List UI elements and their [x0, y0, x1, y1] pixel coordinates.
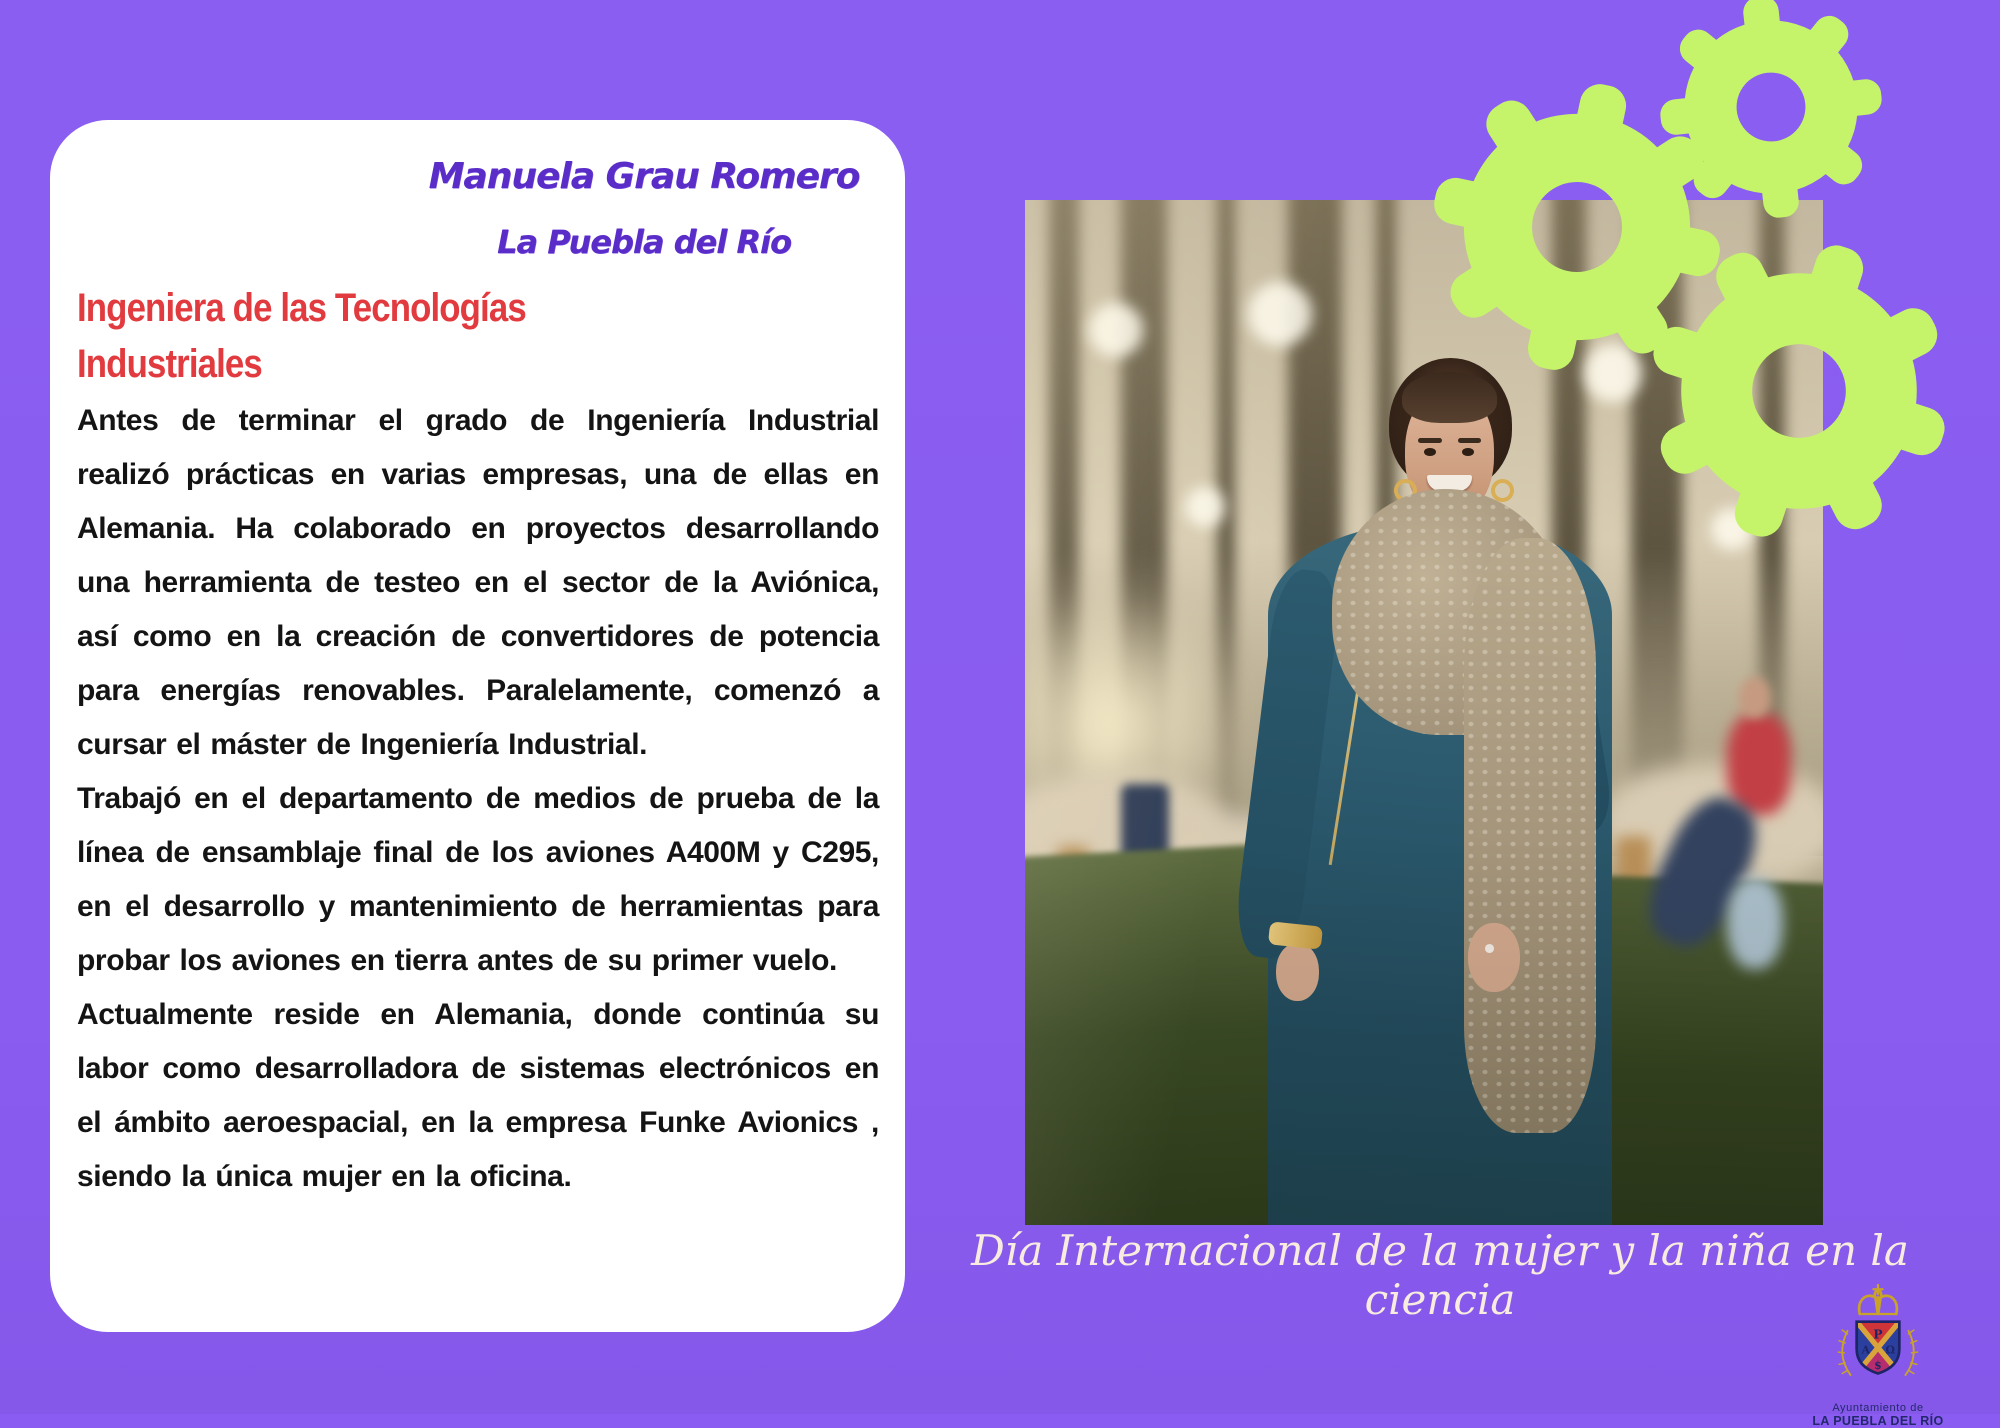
bio-paragraph: Trabajó en el departamento de medios de prueba de la línea de ensamblaje final de los aviones A400M y C295, en el desarrollo y mantenimiento de herramientas para probar los aviones en tierra antes de su primer vuelo.	[77, 782, 879, 977]
bio-text	[77, 394, 881, 1204]
shield-symbol-rho: Ρ	[1873, 1327, 1883, 1342]
logo-org-line2: LA PUEBLA DEL RÍO	[1812, 1414, 1944, 1428]
profession-title: Ingeniera de las Tecnologías Industriales	[77, 286, 526, 386]
coat-of-arms-icon	[1830, 1282, 1926, 1404]
ayuntamiento-logo	[1768, 1282, 1988, 1428]
bio-card	[50, 120, 905, 1332]
logo-org-line1: Ayuntamiento de	[1832, 1402, 1924, 1414]
title-block	[77, 144, 881, 274]
shield-symbol-dollar: $	[1874, 1358, 1882, 1372]
bio-paragraph: Antes de terminar el grado de Ingeniería Industrial realizó prácticas en varias empresas, una de ellas en Alemania. Ha colaborado en proyectos desarrollando una herramienta de testeo en el sector de la Aviónica, así como en la creación de convertidores de potencia para energías renovables. Paralelamente, comenzó a cursar el máster de Ingeniería Industrial.	[77, 404, 879, 761]
shield-symbol-alpha: Α	[1861, 1343, 1870, 1357]
person-name: Manuela Grau Romero	[428, 156, 860, 197]
gear-icon	[1649, 0, 1893, 229]
shield-symbol-omega: Ω	[1885, 1343, 1895, 1357]
event-caption: Día Internacional de la mujer y la niña en la ciencia	[971, 1226, 1909, 1324]
bio-paragraph: Actualmente reside en Alemania, donde continúa su labor como desarrolladora de sistemas electrónicos en el ámbito aeroespacial, en la empresa Funke Avionics , siendo la única mujer en la oficina.	[77, 998, 879, 1193]
person-location: La Puebla del Río	[497, 223, 791, 261]
